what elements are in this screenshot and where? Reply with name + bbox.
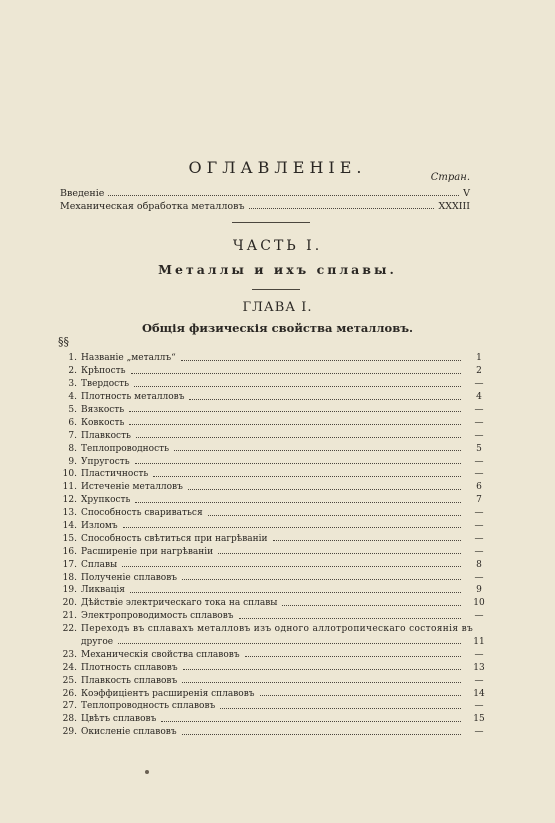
toc-entry-page: — (474, 379, 484, 390)
toc-entry-page: 10 (473, 598, 485, 609)
toc-entry (52, 583, 492, 596)
toc-entry-number: 23. (62, 649, 77, 660)
toc-entry-label: Электропроводимость сплавовъ (81, 611, 234, 622)
toc-entry-page: — (474, 469, 484, 480)
toc-entry (52, 351, 492, 364)
dot-leader (135, 502, 461, 503)
toc-entry (52, 428, 492, 441)
toc-entry-page: 2 (476, 366, 482, 377)
dot-leader (249, 208, 435, 209)
dot-leader (260, 695, 461, 696)
toc-entry-number: 10. (62, 469, 77, 480)
dot-leader (161, 721, 461, 722)
dot-leader (136, 437, 461, 438)
toc-entry-label: Теплопроводность сплавовъ (81, 701, 216, 712)
dot-leader (273, 540, 461, 541)
toc-intro-page: V (463, 188, 470, 199)
toc-entry-label: Способность свариваться (81, 508, 203, 519)
toc-entry (52, 544, 492, 557)
dot-leader (188, 489, 461, 490)
toc-entry-number: 1. (68, 353, 77, 364)
toc-entry-page: — (474, 572, 484, 583)
toc-entry-page: 8 (476, 559, 482, 570)
toc-entry (52, 531, 492, 544)
toc-entry (52, 480, 492, 493)
toc-entry (52, 622, 492, 635)
dot-leader (220, 708, 461, 709)
toc-entry-label: Дѣйствіе электрическаго тока на сплавы (81, 598, 278, 609)
toc-entry (52, 364, 492, 377)
divider (232, 222, 310, 223)
toc-entry-page: — (474, 649, 484, 660)
toc-entry-label: Плавкость сплавовъ (81, 675, 178, 686)
toc-entry-label: Ковкость (81, 417, 125, 428)
dot-leader (108, 195, 459, 196)
toc-entry-label: Истеченіе металловъ (81, 482, 183, 493)
part-title: Металлы и ихъ сплавы. (158, 262, 397, 277)
dot-leader (182, 734, 461, 735)
dot-leader (129, 411, 461, 412)
toc-intro-page: XXXIII (438, 201, 470, 212)
chapter-heading: ГЛАВА I. (242, 300, 313, 315)
toc-entry (52, 467, 492, 480)
toc-entry-number: 13. (62, 508, 77, 519)
toc-entry-number: 21. (62, 611, 77, 622)
toc-entry-number: 18. (62, 572, 77, 583)
toc-entry-page: — (474, 520, 484, 531)
toc-entry-number: 4. (68, 392, 77, 403)
toc-entry-number: 2. (68, 366, 77, 377)
toc-entry-page: 6 (476, 482, 482, 493)
toc-entry-page: — (474, 456, 484, 467)
toc-entry-label: Механическія свойства сплавовъ (81, 649, 240, 660)
toc-entry-page: — (474, 727, 484, 738)
toc-entry-number: 6. (68, 417, 77, 428)
toc-entry-label: Цвѣтъ сплавовъ (81, 714, 157, 725)
toc-entry (52, 377, 492, 390)
toc-entry-page: 14 (473, 688, 485, 699)
toc-entry-page: — (474, 508, 484, 519)
dot-leader (134, 386, 461, 387)
toc-entry-label: Плотность металловъ (81, 392, 185, 403)
toc-entry-number: 12. (62, 495, 77, 506)
toc-entry (52, 493, 492, 506)
toc-entry (52, 596, 492, 609)
dot-leader (189, 399, 461, 400)
page-column-header: Стран. (430, 172, 470, 183)
toc-entry (52, 570, 492, 583)
toc-entry (52, 557, 492, 570)
toc-intro-label: Механическая обработка металловъ (60, 201, 245, 212)
toc-entry-label: Изломъ (81, 520, 118, 531)
toc-entry-number: 16. (62, 546, 77, 557)
toc-entry-page: — (474, 430, 484, 441)
toc-entry-number: 24. (62, 662, 77, 673)
toc-entry-label: Расширеніе при нагрѣваніи (81, 546, 214, 557)
toc-entry-label: Переходъ въ сплавахъ металловъ изъ одного аллотропическаго состоянія въ (81, 624, 474, 635)
chapter-title: Общія физическія свойства металловъ. (141, 321, 414, 335)
toc-entry (52, 506, 492, 519)
toc-entry-page: — (474, 701, 484, 712)
toc-entry-page: 11 (473, 636, 485, 647)
toc-entry-page: — (474, 417, 484, 428)
toc-entry (52, 519, 492, 532)
toc-entry-label: Ликвація (81, 585, 125, 596)
toc-entry (52, 609, 492, 622)
toc-entry (52, 635, 492, 648)
toc-list (52, 351, 492, 738)
toc-entry-label: Крѣпость (81, 366, 126, 377)
toc-entry-page: 1 (476, 353, 482, 364)
toc-entry-number: 11. (62, 482, 77, 493)
toc-entry-number: 19. (62, 585, 77, 596)
toc-entry (52, 660, 492, 673)
toc-entry-label: Способность свѣтиться при нагрѣваніи (81, 533, 268, 544)
toc-entry (52, 441, 492, 454)
toc-entry-number: 15. (62, 533, 77, 544)
dot-leader (122, 566, 461, 567)
toc-entry-page: 9 (476, 585, 482, 596)
toc-entry-label: Упругость (81, 456, 130, 467)
toc-entry-number: 26. (62, 688, 77, 699)
toc-entry-number: 25. (62, 675, 77, 686)
toc-entry-number: 22. (62, 624, 77, 635)
toc-entry-label: Плавкость (81, 430, 131, 441)
dot-leader (174, 450, 461, 451)
toc-entry-label: Теплопроводность (81, 443, 170, 454)
toc-entry-number: 9. (68, 456, 77, 467)
toc-intro-row (60, 200, 470, 212)
toc-entry-number: 27. (62, 701, 77, 712)
dot-leader (282, 605, 461, 606)
toc-entry-page: — (474, 546, 484, 557)
toc-entry-number: 8. (68, 443, 77, 454)
dot-leader (131, 373, 462, 374)
dot-leader (130, 592, 461, 593)
dot-leader (123, 527, 461, 528)
toc-entry (52, 725, 492, 738)
toc-entry-number: 28. (62, 714, 77, 725)
toc-entry (52, 673, 492, 686)
toc-entry (52, 415, 492, 428)
toc-entry (52, 403, 492, 416)
toc-entry-label: Полученіе сплавовъ (81, 572, 178, 583)
toc-entry-number: 3. (68, 379, 77, 390)
dot-leader (208, 515, 461, 516)
toc-entry-label: Названіе „металлъ“ (81, 353, 176, 364)
toc-entry-number: 5. (68, 404, 77, 415)
toc-entry-page: 4 (476, 392, 482, 403)
toc-entry-label: другое (81, 636, 114, 647)
divider (252, 289, 300, 290)
toc-entry-number: 29. (62, 727, 77, 738)
print-speck (145, 770, 149, 774)
toc-intro-row (60, 187, 470, 199)
toc-entry-label: Твердость (81, 379, 130, 390)
toc-entry-label: Пластичность (81, 469, 149, 480)
dot-leader (218, 553, 461, 554)
dot-leader (118, 643, 461, 644)
toc-entry-page: — (474, 533, 484, 544)
toc-entry-number: 7. (68, 430, 77, 441)
page-title: ОГЛАВЛЕНІЕ. (188, 158, 367, 177)
dot-leader (239, 618, 461, 619)
toc-entry-number: 14. (62, 520, 77, 531)
toc-entry-page: 13 (473, 662, 485, 673)
toc-entry-label: Окисленіе сплавовъ (81, 727, 177, 738)
dot-leader (245, 656, 461, 657)
toc-entry (52, 647, 492, 660)
toc-entry-number: 17. (62, 559, 77, 570)
toc-entry-label: Хрупкость (81, 495, 131, 506)
part-heading: ЧАСТЬ I. (232, 238, 323, 254)
toc-entry-page: 15 (473, 714, 485, 725)
section-sign: §§ (58, 335, 69, 348)
toc-entry-label: Коэффиціентъ расширенія сплавовъ (81, 688, 255, 699)
toc-entry (52, 390, 492, 403)
toc-entry (52, 699, 492, 712)
dot-leader (182, 682, 461, 683)
toc-entry-label: Вязкость (81, 404, 125, 415)
toc-entry-page: — (474, 404, 484, 415)
toc-entry (52, 454, 492, 467)
toc-entry-label: Плотность сплавовъ (81, 662, 178, 673)
toc-entry-label: Сплавы (81, 559, 118, 570)
dot-leader (135, 463, 461, 464)
dot-leader (183, 669, 461, 670)
toc-entry-page: 5 (476, 443, 482, 454)
toc-entry-page: — (474, 675, 484, 686)
dot-leader (129, 424, 461, 425)
toc-entry (52, 686, 492, 699)
toc-intro-label: Введеніе (60, 188, 105, 199)
toc-entry-page: 7 (476, 495, 482, 506)
toc-entry-page: — (474, 611, 484, 622)
toc-entry-number: 20. (62, 598, 77, 609)
dot-leader (182, 579, 461, 580)
toc-entry (52, 712, 492, 725)
dot-leader (181, 360, 461, 361)
dot-leader (153, 476, 461, 477)
